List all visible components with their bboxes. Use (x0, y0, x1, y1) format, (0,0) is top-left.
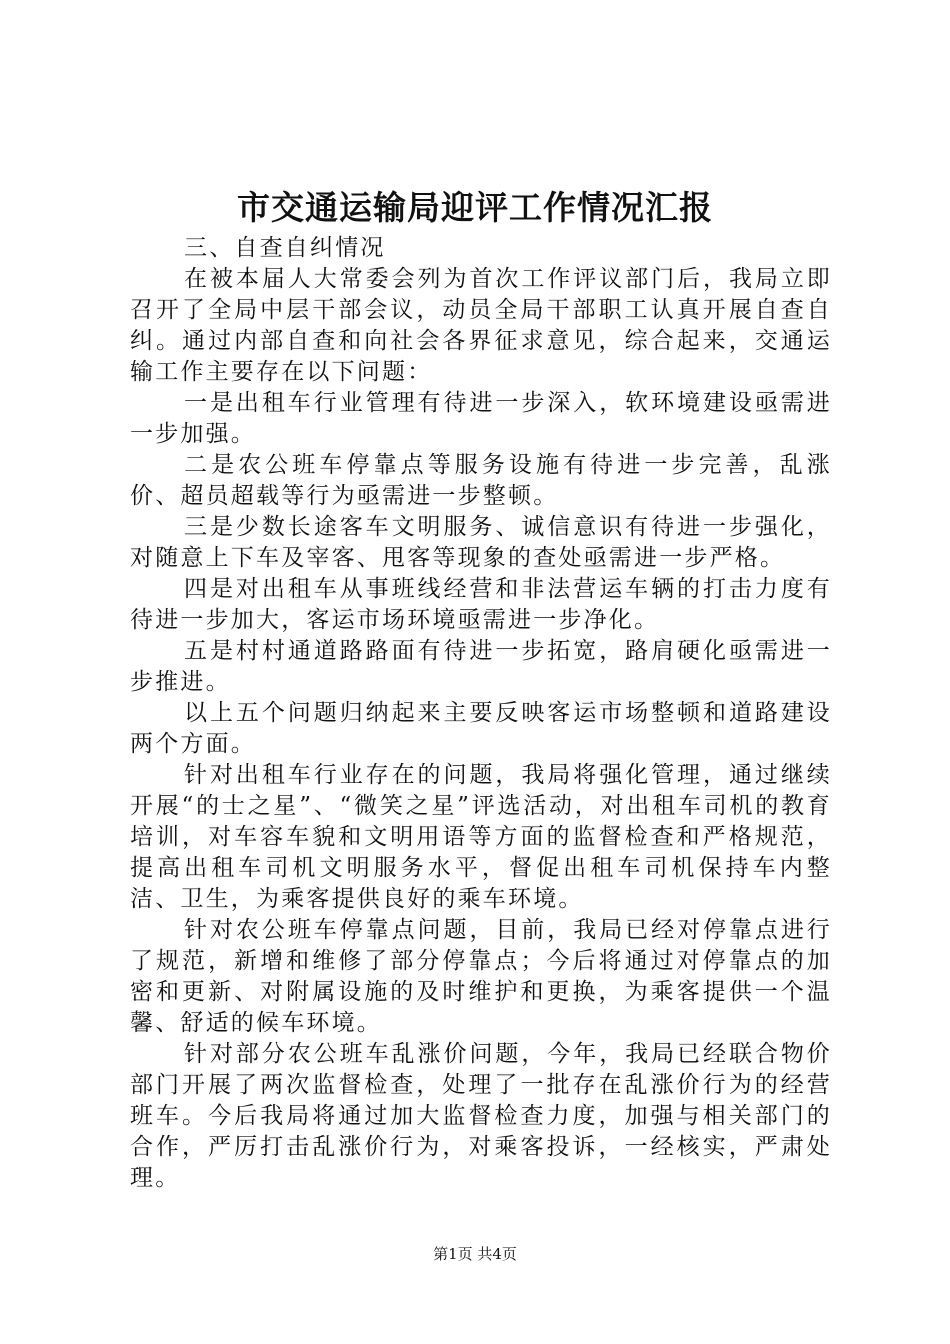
paragraph-issue-3: 三是少数长途客车文明服务、诚信意识有待进一步强化，对随意上下车及宰客、甩客等现象的查处亟需进一步严格。 (130, 514, 832, 571)
section-heading: 三、自查自纠情况 (184, 235, 386, 261)
paragraph-issue-1: 一是出租车行业管理有待进一步深入，软环境建设亟需进一步加强。 (130, 390, 832, 447)
page-footer: 第1页 共4页 (433, 1245, 517, 1263)
paragraph-summary: 以上五个问题归纳起来主要反映客运市场整顿和道路建设两个方面。 (130, 700, 832, 757)
paragraph-issue-4: 四是对出租车从事班线经营和非法营运车辆的打击力度有待进一步加大，客运市场环境亟需进一步净化。 (130, 576, 832, 633)
paragraph-stop-measures: 针对农公班车停靠点问题，目前，我局已经对停靠点进行了规范，新增和维修了部分停靠点；今后将通过对停靠点的加密和更新、对附属设施的及时维护和更换，为乘客提供一个温馨、舒适的候车环境。 (130, 917, 832, 1036)
paragraph-issue-5: 五是村村通道路路面有待进一步拓宽，路肩硬化亟需进一步推进。 (130, 638, 832, 695)
paragraph-price-measures: 针对部分农公班车乱涨价问题，今年，我局已经联合物价部门开展了两次监督检查，处理了一批存在乱涨价行为的经营班车。今后我局将通过加大监督检查力度，加强与相关部门的合作，严厉打击乱涨价行为，对乘客投诉，一经核实，严肃处理。 (130, 1041, 832, 1191)
document-body (130, 233, 832, 1194)
paragraph-issue-2: 二是农公班车停靠点等服务设施有待进一步完善，乱涨价、超员超载等行为亟需进一步整顿。 (130, 452, 832, 509)
document-title: 市交通运输局迎评工作情况汇报 (237, 188, 713, 227)
paragraph-taxi-measures: 针对出租车行业存在的问题，我局将强化管理，通过继续开展“的士之星”、“微笑之星”评选活动，对出租车司机的教育培训，对车容车貌和文明用语等方面的监督检查和严格规范，提高出租车司机文明服务水平，督促出租车司机保持车内整洁、卫生，为乘客提供良好的乘车环境。 (130, 762, 832, 912)
paragraph-intro: 在被本届人大常委会列为首次工作评议部门后，我局立即召开了全局中层干部会议，动员全局干部职工认真开展自查自纠。通过内部自查和向社会各界征求意见，综合起来，交通运输工作主要存在以下问题： (130, 266, 832, 385)
